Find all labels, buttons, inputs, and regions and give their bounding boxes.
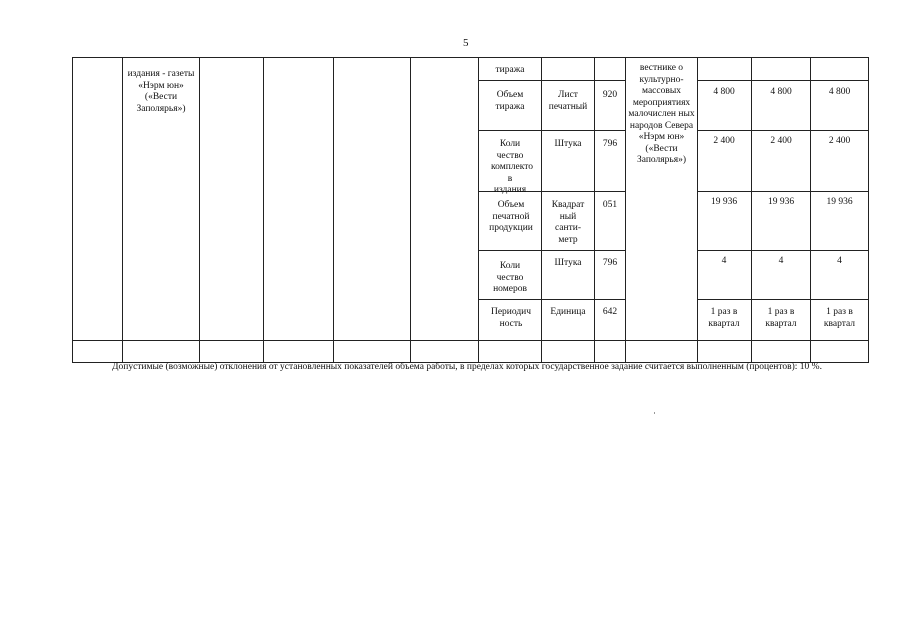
table-col-divider (333, 57, 334, 363)
row-name: Коли чество комплекто в издания (491, 139, 534, 195)
row-value: 4 (837, 256, 842, 266)
row-name: Объем тиража (495, 90, 525, 112)
row-value: 1 раз в квартал (708, 307, 740, 329)
row-unit: Штука (554, 139, 582, 149)
row-unit: Квадрат ный санти-метр (551, 200, 585, 245)
table-col-divider (199, 57, 200, 363)
row-value: 2 400 (713, 136, 735, 146)
row-unit: Единица (550, 307, 586, 317)
table-row-divider (697, 80, 869, 81)
table-col-divider (868, 57, 869, 363)
row-name: Периодич ность (490, 307, 532, 329)
table-row-divider (72, 340, 869, 341)
row-value: 19 936 (826, 197, 853, 207)
table-col-divider (263, 57, 264, 363)
row-value: 4 800 (713, 87, 735, 97)
page-number: 5 (463, 37, 469, 49)
table-col-divider (810, 57, 811, 363)
row-code: 920 (602, 90, 618, 100)
row-name: Объем печатной продукции (489, 200, 533, 233)
table-row-divider (697, 130, 869, 131)
table-row-divider (697, 191, 869, 192)
row-value: 19 936 (710, 197, 738, 207)
row-value: 1 раз в квартал (823, 307, 856, 329)
table-col-divider (410, 57, 411, 363)
table-col-divider (751, 57, 752, 363)
table-row-divider (478, 299, 625, 300)
table-col-divider (697, 57, 698, 363)
row-value: 4 (721, 256, 727, 266)
row-name: Коли чество номеров (493, 261, 527, 294)
row-code: 642 (602, 307, 618, 317)
row-value: 4 (778, 256, 784, 266)
content-description-cell: вестнике о культурно-массовых мероприятиях малочислен ных народов Севера «Нэрм юн» («Вести Заполярья») (628, 63, 695, 165)
table-col-divider (541, 57, 542, 363)
row-value: 19 936 (767, 197, 795, 207)
row-unit: Штука (554, 258, 582, 268)
table-row-divider (478, 130, 625, 131)
table-border-top (72, 57, 869, 58)
row-value: 4 800 (828, 87, 851, 97)
publication-name-cell: издания - газеты «Нэрм юн» («Вести Заполярья») (127, 69, 195, 114)
table-col-divider (594, 57, 595, 363)
row-value: 1 раз в квартал (765, 307, 797, 329)
table-row-divider (697, 299, 869, 300)
scan-artifact (654, 412, 655, 414)
row-code: 796 (602, 258, 618, 268)
table-col-divider (72, 57, 73, 363)
row-value: 2 400 (828, 136, 851, 146)
table-col-divider (122, 57, 123, 363)
row-code: 051 (602, 200, 618, 210)
row-value: 2 400 (770, 136, 792, 146)
table-row-divider (478, 80, 625, 81)
table-row-divider (697, 250, 869, 251)
table-col-divider (625, 57, 626, 363)
row-unit: Лист печатный (548, 90, 588, 112)
table-col-divider (478, 57, 479, 363)
row-value: 4 800 (770, 87, 792, 97)
table-row-divider (478, 250, 625, 251)
header-row-label: тиража (495, 65, 525, 75)
tolerance-note: Допустимые (возможные) отклонения от установленных показателей объема работы, в пределах которых государственное задание считается выполненным (процентов): 10 %. (112, 362, 822, 372)
row-code: 796 (602, 139, 618, 149)
